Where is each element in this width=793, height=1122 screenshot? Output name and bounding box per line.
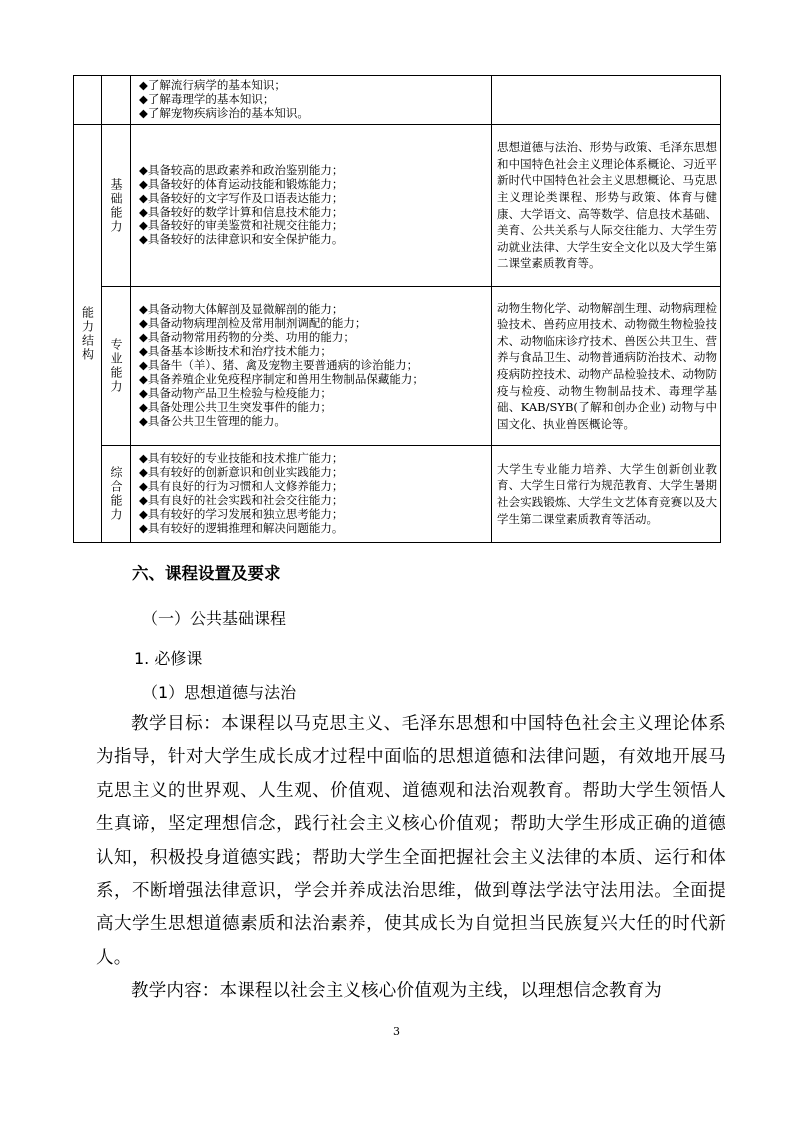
bullet-item: ◆具备较好的法律意识和安全保护能力。 <box>139 233 344 247</box>
basic-ability-label: 基础能力 <box>109 177 123 234</box>
item-title: （1）思想道德与法治 <box>142 683 297 702</box>
bullet-item: ◆具备基本诊断技术和治疗技术能力； <box>139 345 332 359</box>
bullet-item: ◆具备较好的审美鉴赏和社规交往能力； <box>139 219 344 233</box>
comprehensive-ability-label: 综合能力 <box>109 466 123 522</box>
cell-basic-label <box>102 125 131 287</box>
cell-outer-label <box>74 125 102 543</box>
cell-top-right <box>492 76 721 125</box>
top-right-text <box>492 99 720 101</box>
cell-professional-courses <box>492 287 721 446</box>
subsub-title: 1. 必修课 <box>134 649 203 668</box>
cell-empty-a <box>74 76 102 125</box>
basic-bullet-list <box>131 162 491 249</box>
professional-ability-label: 专业能力 <box>109 338 123 394</box>
bullet-item: ◆具备较好的文字写作及口语表达能力； <box>139 191 344 205</box>
bullet-item: ◆具有较好的创新意识和创业实践能力； <box>139 466 344 480</box>
top-bullet-list <box>131 77 491 123</box>
paragraph-objectives: 教学目标：本课程以马克思主义、毛泽东思想和中国特色社会主义理论体系为指导，针对大学生成长成才过程中面临的思想道德和法律问题，有效地开展马克思主义的世界观、人生观、价值观、道德观和法治观教育。帮助大学生领悟人生真谛，坚定理想信念，践行社会主义核心价值观；帮助大学生形成正确的道德认知，积极投身道德实践；帮助大学生全面把握社会主义法律的本质、运行和体系，不断增强法律意识，学会并养成法治思维，做到尊法学法守法用法。全面提高大学生思想道德素质和法治素养，使其成长为自觉担当民族复兴大任的时代新人。 <box>96 714 726 968</box>
ability-structure-table <box>73 75 721 543</box>
cell-professional-bullets <box>131 287 492 446</box>
table-row-top <box>74 76 721 125</box>
bullet-item: ◆具备公共卫生管理的能力。 <box>139 414 286 428</box>
cell-empty-b <box>102 76 131 125</box>
bullet-item: ◆了解宠物疾病诊治的基本知识。 <box>139 106 309 120</box>
cell-top-bullets <box>131 76 492 125</box>
table-row-professional <box>74 287 721 446</box>
bullet-item: ◆具备处理公共卫生突发事件的能力； <box>139 400 332 414</box>
bullet-item: ◆具备养殖企业免疫程序制定和兽用生物制品保藏能力； <box>139 372 424 386</box>
cell-comprehensive-bullets <box>131 446 492 543</box>
bullet-item: ◆具备较好的体育运动技能和锻炼能力； <box>139 177 344 191</box>
subsection-title: （一）公共基础课程 <box>142 609 287 628</box>
bullet-item: ◆具有良好的行为习惯和人文修养能力； <box>139 480 344 494</box>
body-text <box>96 708 726 1009</box>
professional-bullet-list <box>131 301 491 430</box>
page-number: 3 <box>393 1025 400 1038</box>
cell-basic-courses <box>492 125 721 287</box>
paragraph-content: 教学内容：本课程以社会主义核心价值观为主线，以理想信念教育为 <box>131 981 662 1002</box>
cell-comprehensive-label <box>102 446 131 543</box>
table-row-basic <box>74 125 721 287</box>
bullet-item: ◆具有较好的学习发展和独立思考能力； <box>139 507 344 521</box>
bullet-item: ◆具备较好的数学计算和信息技术能力； <box>139 205 344 219</box>
bullet-item: ◆具有良好的社会实践和社会交往能力； <box>139 494 344 507</box>
bullet-item: ◆具备动物病理剖检及常用制剂调配的能力； <box>139 317 367 331</box>
cell-basic-bullets <box>131 125 492 287</box>
bullet-item: ◆具有较好的逻辑推理和解决问题能力。 <box>139 521 344 535</box>
comprehensive-bullet-list <box>131 450 491 537</box>
section-title: 六、课程设置及要求 <box>132 564 281 583</box>
bullet-item: ◆了解流行病学的基本知识； <box>139 79 286 93</box>
bullet-item: ◆具备较高的思政素养和政治鉴别能力； <box>139 163 344 177</box>
bullet-item: ◆具备牛（羊）、猪、禽及宠物主要普通病的诊治能力； <box>139 359 419 373</box>
cell-comprehensive-courses <box>492 446 721 543</box>
professional-courses-text: 动物生物化学、动物解剖生理、动物病理检验技术、兽药应用技术、动物微生物检验技术、动物临床诊疗技术、兽医公共卫生、营养与食品卫生、动物普通病防治技术、动物疫病防控技术、动物产品检验技术、动物防疫与检疫、动物生物制品技术、毒理学基础、KAB/SYB(了解和创办企业) 动物与中国文化、执业兽医概论等。 <box>497 300 717 431</box>
bullet-item: ◆具有较好的专业技能和技术推广能力； <box>139 452 344 466</box>
bullet-item: ◆具备动物大体解剖及显微解剖的能力； <box>139 303 344 317</box>
basic-courses-text: 思想道德与法治、形势与政策、毛泽东思想和中国特色社会主义理论体系概论、习近平新时代中国特色社会主义思想概论、马克思主义理论类课程、形势与政策、体育与健康、大学语文、高等数学、信息技术基础、美育、公共关系与人际交往能力、大学生劳动就业法律、大学生安全文化以及大学生第二课堂素质教育等。 <box>497 140 717 271</box>
cell-professional-label <box>102 287 131 446</box>
bullet-item: ◆了解毒理学的基本知识； <box>139 93 275 107</box>
table-row-comprehensive <box>74 446 721 543</box>
outer-label: 能力结构 <box>80 305 95 362</box>
comprehensive-courses-text: 大学生专业能力培养、大学生创新创业教育、大学生日常行为规范教育、大学生暑期社会实践锻炼、大学生文艺体育竞赛以及大学生第二课堂素质教育等活动。 <box>497 461 717 526</box>
bullet-item: ◆具备动物产品卫生检验与检疫能力； <box>139 386 332 400</box>
bullet-item: ◆具备动物常用药物的分类、功用的能力； <box>139 331 355 345</box>
